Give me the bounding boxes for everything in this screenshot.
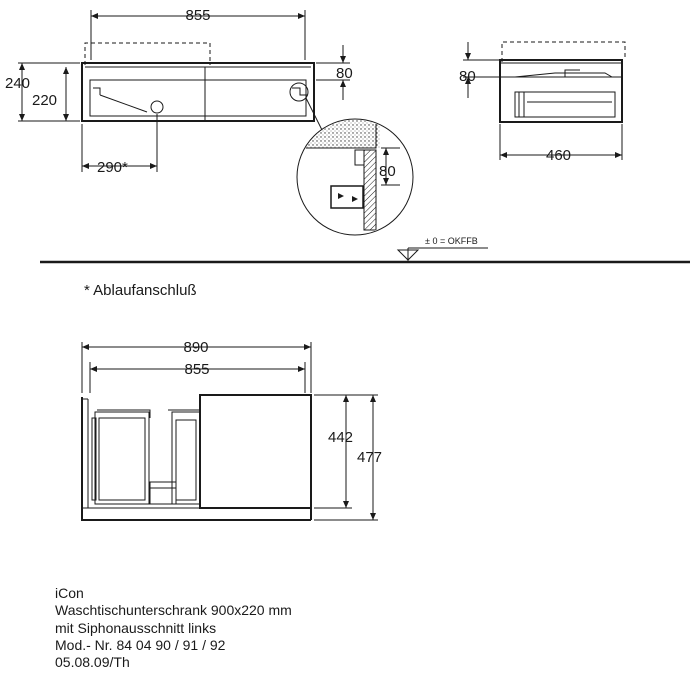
dim-442: 442 [328, 429, 354, 446]
footnote: * Ablaufanschluß [84, 282, 197, 299]
floor-label: ± 0 = OKFFB [425, 236, 478, 246]
product-variant: mit Siphonausschnitt links [55, 619, 217, 636]
front-view [82, 339, 382, 520]
dim-top-80: 80 [336, 65, 353, 82]
dim-height-240: 240 [5, 75, 31, 92]
brand-name: iCon [55, 585, 84, 601]
dim-detail-80: 80 [379, 163, 396, 180]
cabinet-outline [82, 63, 314, 121]
dim-855: 855 [184, 361, 210, 378]
product-name: Waschtischunterschrank 900x220 mm [55, 602, 292, 619]
detail-view [297, 118, 413, 235]
dim-drain-290: 290* [97, 159, 128, 176]
product-info [55, 585, 292, 671]
dim-side-80: 80 [459, 68, 476, 85]
dim-depth-460: 460 [546, 147, 572, 164]
detail-marker [290, 83, 308, 101]
dim-height-220: 220 [32, 92, 58, 109]
dim-477: 477 [357, 449, 383, 466]
model-number: Mod.- Nr. 84 04 90 / 91 / 92 [55, 636, 226, 653]
floor-line [40, 236, 690, 262]
drain-hole-icon [151, 101, 163, 113]
top-front-view [5, 7, 353, 176]
side-view [459, 42, 625, 164]
dim-width-855: 855 [185, 7, 211, 24]
dim-890: 890 [183, 339, 209, 356]
revision-date: 05.08.09/Th [55, 654, 130, 671]
